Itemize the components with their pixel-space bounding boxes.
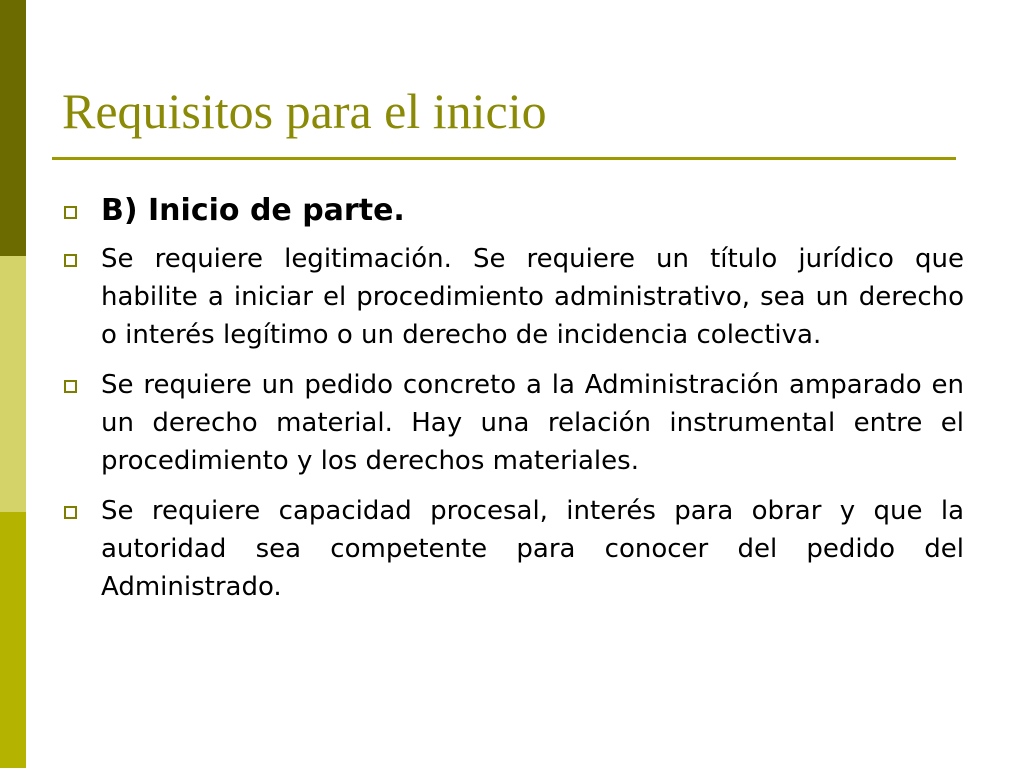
slide-title: Requisitos para el inicio (62, 83, 547, 139)
square-bullet-icon (64, 380, 77, 393)
bullet-text: Se requiere legitimación. Se requiere un título jurídico que habilite a iniciar el procedimiento administrativo, sea un derecho o interés legítimo o un derecho de incidencia colectiva. (101, 244, 964, 350)
bullet-text: Se requiere un pedido concreto a la Administración amparado en un derecho material. Hay una relación instrumental entre el procedimiento y los derechos materiales. (101, 370, 964, 476)
bullet-item (60, 492, 964, 606)
square-bullet-icon (64, 254, 77, 267)
bullet-item (60, 366, 964, 480)
side-bar-top (0, 0, 26, 256)
side-bar-middle (0, 256, 26, 512)
bullet-text: Se requiere capacidad procesal, interés para obrar y que la autoridad sea competente para conocer del pedido del Administrado. (101, 496, 964, 602)
square-bullet-icon (64, 506, 77, 519)
side-bar-bottom (0, 512, 26, 768)
square-bullet-icon (64, 206, 77, 219)
title-underline (52, 157, 956, 160)
bullet-list (60, 190, 964, 618)
bullet-item (60, 190, 964, 232)
bullet-item (60, 240, 964, 354)
bullet-heading-text: B) Inicio de parte. (101, 193, 405, 228)
